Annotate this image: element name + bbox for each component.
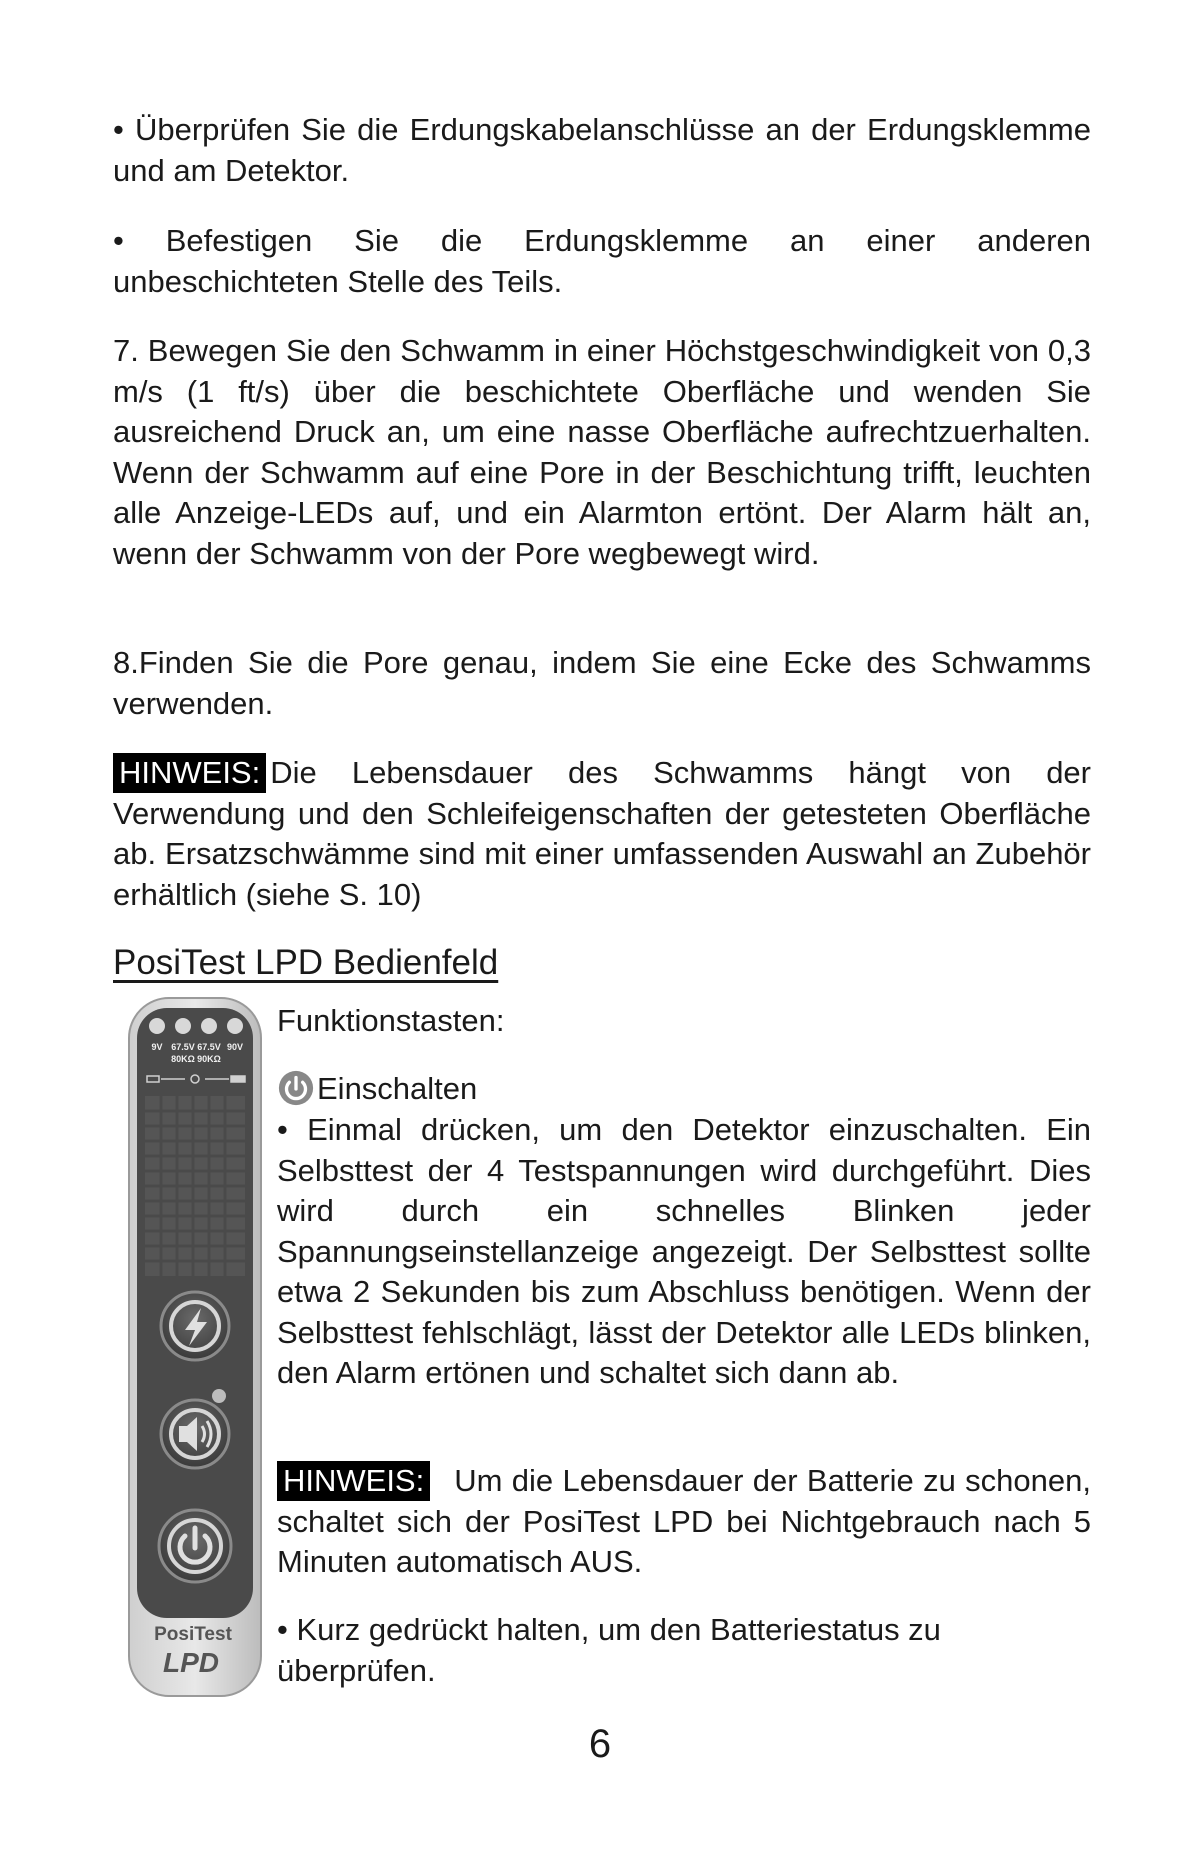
speaker-button[interactable] (161, 1400, 229, 1468)
note-label: HINWEIS: (277, 1461, 430, 1501)
note-label: HINWEIS: (113, 753, 266, 793)
voltage-label-1: 9V (151, 1042, 163, 1052)
resistance-label-1: 80KΩ (171, 1054, 195, 1064)
device-model: LPD (163, 1647, 219, 1678)
led-67v-90k (201, 1018, 217, 1034)
voltage-label-4: 90V (226, 1042, 244, 1052)
section-title: PosiTest LPD Bedienfeld (113, 943, 499, 982)
function-keys-heading: Funktionstasten: (277, 1003, 505, 1038)
battery-check-text: • Kurz gedrückt halten, um den Batteriestatus zu überprüfen. (277, 1612, 941, 1688)
voltage-label-2: 67.5V (171, 1042, 195, 1052)
led-9v (149, 1018, 165, 1034)
device-illustration (127, 996, 263, 1698)
paragraph-ground-reattach: • Befestigen Sie die Erdungsklemme an einer anderen unbeschichteten Stelle des Teils. (113, 223, 1091, 299)
paragraph-step-7: 7. Bewegen Sie den Schwamm in einer Höchstgeschwindigkeit von 0,3 m/s (1 ft/s) über die beschichtete Oberfläche und wenden Sie ausreichend Druck an, um eine nasse Oberfläche aufrechtzuerhalten. Wenn der Schwamm auf eine Pore in der Beschichtung trifft, leuchten alle Anzeige-LEDs auf, und ein Alarmton ertönt. Der Alarm hält an, wenn der Schwamm von der Pore wegbewegt wird. (113, 333, 1091, 571)
paragraph-ground-check: • Überprüfen Sie die Erdungskabelanschlüsse an der Erdungsklemme und am Detektor. (113, 112, 1091, 188)
power-on-title: Einschalten (317, 1071, 478, 1106)
power-on-heading (277, 1069, 1091, 1110)
note-text: Um die Lebensdauer der Batterie zu schonen, schaltet sich der PosiTest LPD bei Nichtgebrauch nach 5 Minuten automatisch AUS. (277, 1463, 1091, 1579)
note-sponge (113, 753, 1091, 915)
led-67v-80k (175, 1018, 191, 1034)
paragraph-step-8: 8.Finden Sie die Pore genau, indem Sie eine Ecke des Schwamms verwenden. (113, 645, 1091, 721)
page-number: 6 (588, 1722, 612, 1766)
device-brand: PosiTest (154, 1624, 232, 1645)
power-button[interactable] (159, 1510, 231, 1582)
resistance-label-2: 90KΩ (197, 1054, 221, 1064)
note-text: Die Lebensdauer des Schwamms hängt von der Verwendung und den Schleifeigenschaften der getesteten Oberfläche ab. Ersatzschwämme sind mit einer umfassenden Auswahl an Zubehör erhältlich (siehe S. 10) (113, 755, 1091, 912)
lightning-button[interactable] (161, 1292, 229, 1360)
note-battery (277, 1461, 1091, 1583)
indicator-dot (212, 1389, 226, 1403)
led-90v (227, 1018, 243, 1034)
voltage-label-3: 67.5V (197, 1042, 221, 1052)
power-on-description: • Einmal drücken, um den Detektor einzuschalten. Ein Selbsttest der 4 Testspannungen wird durchgeführt. Dies wird durch ein schnelles Blinken jeder Spannungseinstellanzeige angezeigt. Der Selbsttest sollte etwa 2 Sekunden bis zum Abschluss benötigen. Wenn der Selbsttest fehlschlägt, lässt der Detektor alle LEDs blinken, den Alarm ertönen und schaltet sich dann ab. (277, 1112, 1091, 1390)
power-icon (277, 1069, 315, 1107)
